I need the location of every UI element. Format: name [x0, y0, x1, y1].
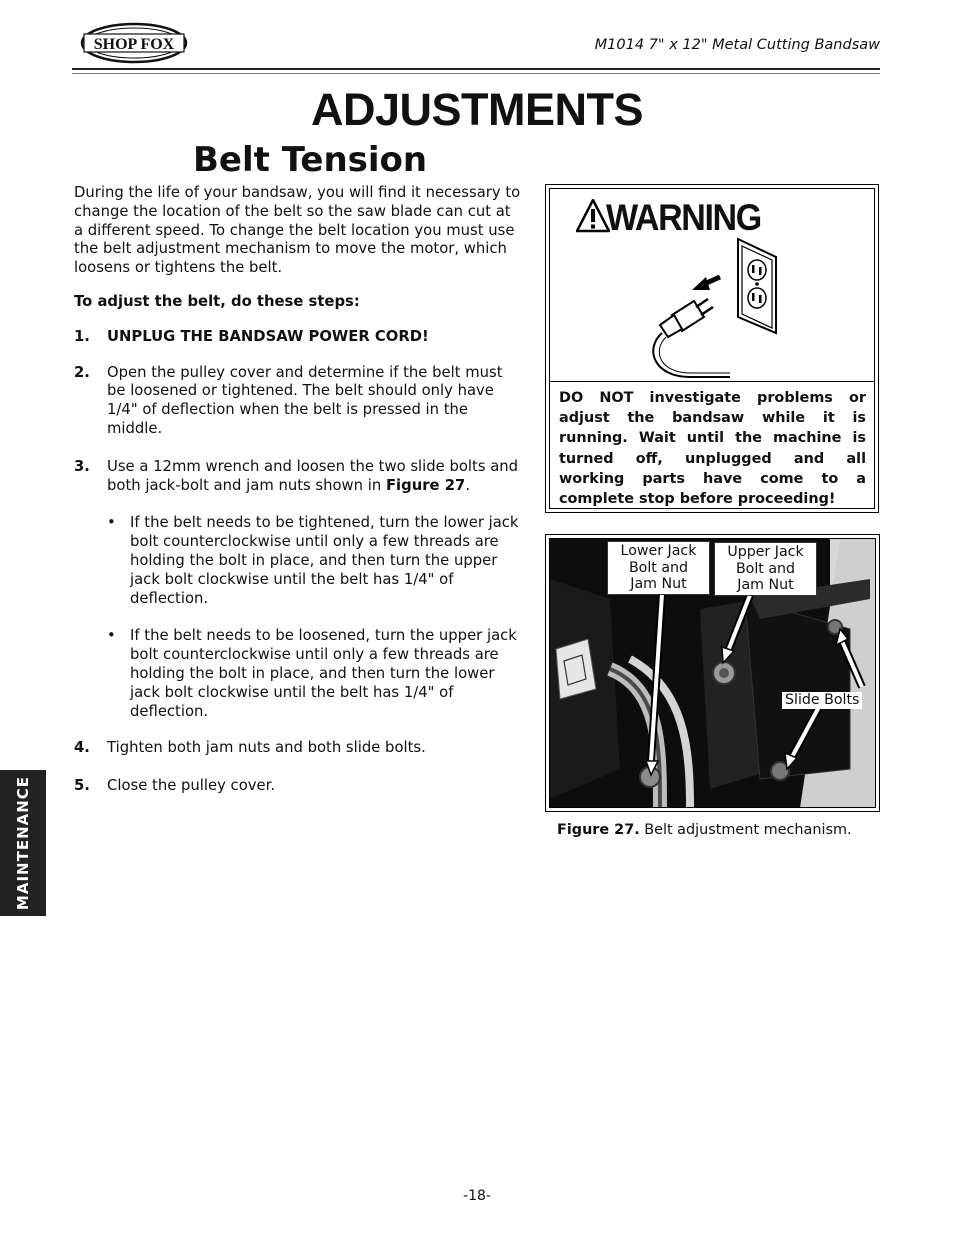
label-line: Upper Jack [727, 544, 804, 560]
section-side-tab [0, 770, 46, 916]
header-rule [72, 68, 880, 70]
step-text-part: Use a 12mm wrench and loosen the two slide bolts and both jack-bolt and jam nuts shown in [107, 457, 519, 494]
warning-box [545, 184, 879, 513]
figure-caption [557, 822, 852, 838]
step-3 [74, 458, 522, 496]
label-line: Bolt and [735, 560, 796, 577]
figure-reference: Figure 27 [385, 476, 466, 494]
label-upper-jack-bolt [714, 542, 817, 596]
bullet-loosen [107, 627, 522, 721]
bullet-text: If the belt needs to be loosened, turn the upper jack bolt counterclockwise until only a few threads are holding the bolt in place, and then turn the lower jack bolt clockwise until the belt has 1/4" of deflection. [130, 627, 517, 720]
step-1 [74, 328, 522, 347]
page-number: -18- [463, 1188, 491, 1204]
label-slide-bolts: Slide Bolts [782, 692, 862, 709]
label-line: Bolt and [628, 559, 689, 576]
step-text [107, 458, 522, 496]
steps-heading: To adjust the belt, do these steps: [74, 292, 360, 310]
bullet-text: If the belt needs to be tightened, turn the lower jack bolt counterclockwise until only a few threads are holding the bolt in place, and then turn the upper jack bolt clockwise until the belt has 1/4" of deflection. [130, 514, 519, 607]
warning-divider [550, 381, 874, 382]
belt-mechanism-photo [550, 539, 876, 808]
unplug-outlet-icon [650, 237, 782, 379]
section-title: Belt Tension [193, 140, 428, 180]
step-number: 2. [74, 363, 90, 381]
bullet-tighten [107, 514, 522, 608]
document-title: M1014 7" x 12" Metal Cutting Bandsaw [594, 37, 880, 53]
label-line: Jam Nut [737, 577, 794, 593]
label-line: Jam Nut [630, 576, 687, 592]
label-line: Lower Jack [620, 543, 697, 559]
warning-header: WARNING [606, 197, 761, 238]
bullet-glyph: • [107, 627, 116, 645]
step-number: 4. [74, 739, 90, 757]
page-title: ADJUSTMENTS [310, 84, 644, 135]
step-text-part: . [465, 476, 471, 494]
figure-caption-number: Figure 27. [557, 822, 640, 838]
warning-text: DO NOT investigate problems or adjust the bandsaw while it is running. Wait until the machine is turned off, unplugged and all working parts have come to a complete stop before proceeding! [559, 390, 866, 508]
warning-triangle-icon [576, 199, 610, 233]
bullet-glyph: • [107, 514, 116, 532]
step-number: 1. [74, 327, 90, 345]
step-text: Close the pulley cover. [107, 777, 276, 795]
step-text: Tighten both jam nuts and both slide bolts. [107, 739, 426, 757]
header-rule-thin [72, 73, 880, 74]
step-number: 3. [74, 457, 90, 475]
side-tab-label: MAINTENANCE [14, 775, 32, 911]
logo-text: SHOP FOX [93, 36, 175, 53]
step-2 [74, 364, 522, 439]
step-text: UNPLUG THE BANDSAW POWER CORD! [107, 327, 429, 345]
figure-caption-text: Belt adjustment mechanism. [639, 822, 852, 838]
step-4 [74, 739, 522, 758]
intro-paragraph: During the life of your bandsaw, you will find it necessary to change the location of the belt so the saw blade can cut at a different speed. To change the belt location you must use the belt adjustment mechanism to move the motor, which loosens or tightens the belt. [74, 184, 521, 277]
figure-27-frame [545, 534, 880, 812]
shop-fox-logo [80, 22, 188, 64]
instructions-column [74, 184, 522, 796]
step-number: 5. [74, 777, 90, 795]
step-text: Open the pulley cover and determine if the belt must be loosened or tightened. The belt should only have 1/4" of deflection when the belt is pressed in the middle. [107, 363, 503, 437]
step-5 [74, 777, 522, 796]
warning-box-inner [549, 188, 875, 509]
label-lower-jack-bolt [607, 541, 710, 595]
figure-27-photo [549, 538, 876, 808]
